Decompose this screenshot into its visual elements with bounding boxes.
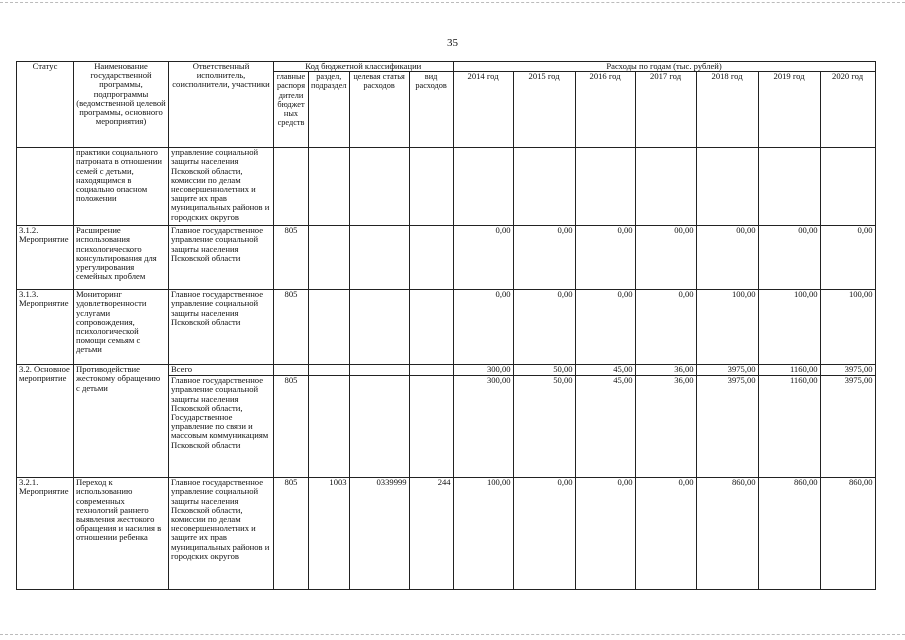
cell-value: 0,00: [635, 290, 696, 365]
cell-value: [758, 148, 820, 226]
cell-executor: управление социальной защиты населения Псковской области, комиссии по делам несовершеннолетних и защите их прав муниципальных районов и городских округов: [169, 148, 274, 226]
cell-status: 3.1.2. Мероприятие: [17, 226, 74, 290]
cell-target: [349, 226, 409, 290]
cell-grbs: 805: [274, 226, 309, 290]
cell-kind: [409, 226, 453, 290]
cell-value: 0,00: [453, 290, 513, 365]
cell-status: 3.2. Основное мероприятие: [17, 365, 74, 478]
cell-value: 100,00: [696, 290, 758, 365]
cell-value: 860,00: [758, 478, 820, 590]
cell-value: 00,00: [758, 226, 820, 290]
cell-name: Мониторинг удовлетворенности услугами сопровождения, психологической помощи семьям с детьми: [74, 290, 169, 365]
cell-value: [696, 148, 758, 226]
cell-executor: Всего: [169, 365, 274, 376]
cell-name: Расширение использования психологического консультирования для урегулирования семейных проблем: [74, 226, 169, 290]
cell-value: 0,00: [575, 226, 635, 290]
cell-value: 45,00: [575, 376, 635, 478]
cell-grbs: [274, 365, 309, 376]
cell-status: 3.2.1. Мероприятие: [17, 478, 74, 590]
cell-value: 0,00: [453, 226, 513, 290]
cell-target: 0339999: [349, 478, 409, 590]
header-name: Наименование государственной программы, подпрограммы (ведомственной целевой программы, основного мероприятия): [74, 62, 169, 148]
cell-kind: [409, 148, 453, 226]
cell-kind: [409, 376, 453, 478]
cell-value: 1160,00: [758, 376, 820, 478]
cell-value: 100,00: [758, 290, 820, 365]
header-status: Статус: [17, 62, 74, 148]
cell-value: 3975,00: [820, 365, 875, 376]
cell-grbs: 805: [274, 290, 309, 365]
cell-name: Переход к использованию современных технологий раннего выявления жестокого обращения и насилия в отношении ребенка: [74, 478, 169, 590]
cell-value: 300,00: [453, 365, 513, 376]
header-budget-code: Код бюджетной классификации: [274, 62, 454, 72]
cell-section: 1003: [309, 478, 350, 590]
cell-value: 00,00: [635, 226, 696, 290]
cell-executor: Главное государственное управление социальной защиты населения Псковской области: [169, 226, 274, 290]
cell-value: 0,00: [635, 478, 696, 590]
table-row: [17, 290, 876, 365]
cell-kind: 244: [409, 478, 453, 590]
cell-name: практики социального патроната в отношении семей с детьми, находящимся в социально опасном положении: [74, 148, 169, 226]
header-year: 2019 год: [758, 72, 820, 148]
scan-top-edge: [0, 2, 905, 3]
header-year: 2017 год: [635, 72, 696, 148]
table-row: [17, 365, 876, 376]
cell-value: 0,00: [513, 290, 575, 365]
table-row: [17, 478, 876, 590]
header-year: 2015 год: [513, 72, 575, 148]
cell-executor: Главное государственное управление социальной защиты населения Псковской области, Государственное управление по связи и массовым коммуникациям Псковской области: [169, 376, 274, 478]
cell-value: 300,00: [453, 376, 513, 478]
cell-name: Противодействие жестокому обращению с детьми: [74, 365, 169, 478]
cell-value: 45,00: [575, 365, 635, 376]
header-year: 2020 год: [820, 72, 875, 148]
cell-value: 100,00: [453, 478, 513, 590]
cell-kind: [409, 290, 453, 365]
table-row: [17, 226, 876, 290]
budget-table: [16, 61, 876, 590]
cell-value: 36,00: [635, 365, 696, 376]
cell-section: [309, 365, 350, 376]
cell-value: 100,00: [820, 290, 875, 365]
cell-value: 0,00: [575, 478, 635, 590]
cell-section: [309, 290, 350, 365]
cell-value: 3975,00: [696, 376, 758, 478]
header-year: 2014 год: [453, 72, 513, 148]
cell-value: 0,00: [513, 226, 575, 290]
cell-status: [17, 148, 74, 226]
cell-target: [349, 148, 409, 226]
cell-value: 860,00: [820, 478, 875, 590]
cell-value: 00,00: [696, 226, 758, 290]
cell-value: [453, 148, 513, 226]
cell-value: 1160,00: [758, 365, 820, 376]
cell-section: [309, 226, 350, 290]
cell-value: [513, 148, 575, 226]
cell-target: [349, 376, 409, 478]
cell-section: [309, 376, 350, 478]
table-row: [17, 148, 876, 226]
cell-value: 0,00: [513, 478, 575, 590]
cell-grbs: [274, 148, 309, 226]
cell-target: [349, 290, 409, 365]
cell-value: 0,00: [820, 226, 875, 290]
header-target: целевая статья расходов: [349, 72, 409, 148]
cell-value: 3975,00: [696, 365, 758, 376]
cell-status: 3.1.3. Мероприятие: [17, 290, 74, 365]
header-kind: вид расходов: [409, 72, 453, 148]
cell-kind: [409, 365, 453, 376]
header-year: 2016 год: [575, 72, 635, 148]
cell-value: 50,00: [513, 365, 575, 376]
header-section: раздел, подраздел: [309, 72, 350, 148]
cell-grbs: 805: [274, 478, 309, 590]
cell-value: 860,00: [696, 478, 758, 590]
cell-value: [635, 148, 696, 226]
cell-grbs: 805: [274, 376, 309, 478]
header-executor: Ответственный исполнитель, соисполнители, участники: [169, 62, 274, 148]
cell-executor: Главное государственное управление социальной защиты населения Псковской области: [169, 290, 274, 365]
header-row-1: [17, 62, 876, 72]
scan-bottom-edge: [0, 634, 905, 635]
header-grbs: главные распоря дители бюджет ных средств: [274, 72, 309, 148]
cell-value: [575, 148, 635, 226]
cell-value: 50,00: [513, 376, 575, 478]
cell-executor: Главное государственное управление социальной защиты населения Псковской области, комиссии по делам несовершеннолетних и защите их прав муниципальных районов и городских округов: [169, 478, 274, 590]
header-year: 2018 год: [696, 72, 758, 148]
cell-value: 3975,00: [820, 376, 875, 478]
page-number: 35: [447, 37, 458, 49]
cell-value: 0,00: [575, 290, 635, 365]
cell-section: [309, 148, 350, 226]
header-expenses: Расходы по годам (тыс. рублей): [453, 62, 875, 72]
cell-target: [349, 365, 409, 376]
cell-value: 36,00: [635, 376, 696, 478]
cell-value: [820, 148, 875, 226]
